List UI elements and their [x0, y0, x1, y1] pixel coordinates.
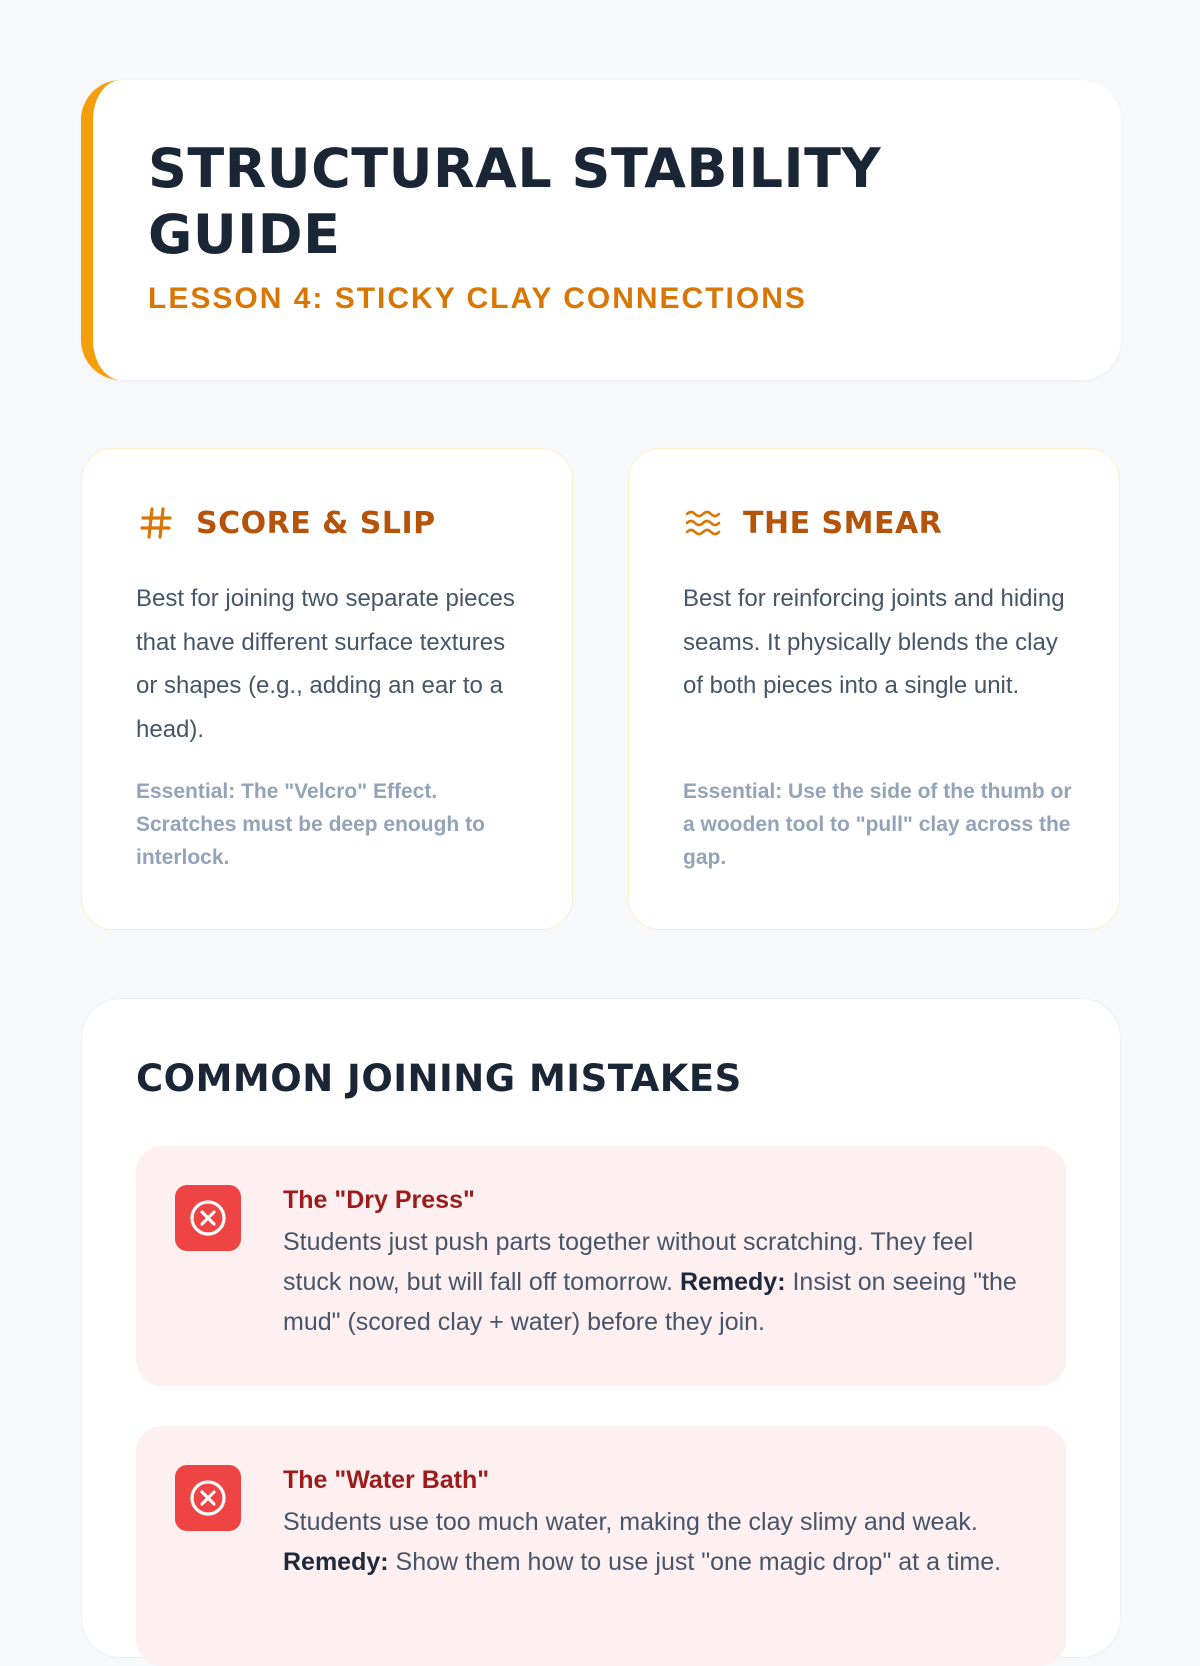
- page-title: STRUCTURAL STABILITY GUIDE: [148, 137, 882, 266]
- remedy-text: Show them how to use just "one magic drop" at a time.: [395, 1548, 1002, 1576]
- mistakes-title: COMMON JOINING MISTAKES: [136, 1057, 742, 1100]
- method-card-score-slip: [81, 448, 573, 930]
- method-note: Essential: Use the side of the thumb or a wooden tool to "pull" clay across the gap.: [683, 780, 1072, 869]
- method-note: Essential: The "Velcro" Effect. Scratches must be deep enough to interlock.: [136, 780, 485, 869]
- mistakes-card: [81, 998, 1121, 1658]
- mistake-title: The "Dry Press": [283, 1186, 475, 1214]
- page-subtitle: LESSON 4: STICKY CLAY CONNECTIONS: [148, 282, 807, 315]
- x-circle-icon: [175, 1185, 241, 1251]
- remedy-label: Remedy:: [283, 1548, 389, 1576]
- method-title: THE SMEAR: [743, 505, 943, 541]
- method-title: SCORE & SLIP: [196, 505, 436, 541]
- method-description: Best for joining two separate pieces that have different surface textures or shapes (e.g., adding an ear to a head).: [136, 585, 515, 743]
- remedy-text: Insist on seeing "the mud" (scored clay + water) before they join.: [283, 1268, 1017, 1336]
- mistake-body: [283, 1502, 1023, 1582]
- waves-icon: [683, 503, 723, 543]
- x-circle-icon: [175, 1465, 241, 1531]
- mistake-item: [136, 1426, 1066, 1666]
- hash-icon: [136, 503, 176, 543]
- mistake-body: [283, 1222, 1023, 1342]
- method-header: [136, 501, 436, 545]
- mistake-title: The "Water Bath": [283, 1466, 490, 1494]
- method-card-smear: [628, 448, 1120, 930]
- remedy-label: Remedy:: [679, 1268, 786, 1296]
- method-header: [683, 501, 942, 545]
- mistake-text: Students just push parts together without scratching. They feel stuck now, but will fall off tomorrow.: [283, 1228, 974, 1296]
- method-description: Best for reinforcing joints and hiding seams. It physically blends the clay of both pieces into a single unit.: [683, 585, 1065, 699]
- mistake-text: Students use too much water, making the clay slimy and weak.: [283, 1508, 978, 1536]
- mistake-item: [136, 1146, 1066, 1386]
- header-card: [81, 80, 1121, 380]
